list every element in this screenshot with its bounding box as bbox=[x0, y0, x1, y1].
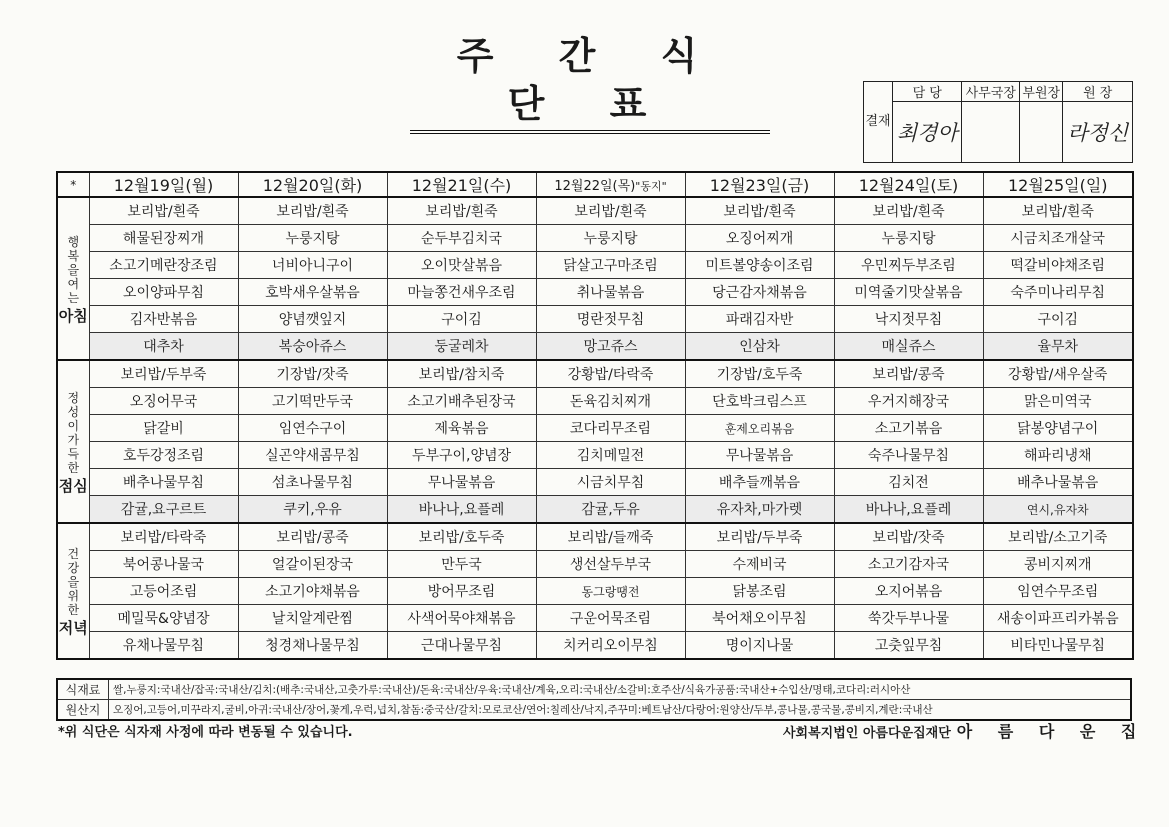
menu-cell: 보리밥/호두죽 bbox=[387, 523, 536, 551]
menu-row bbox=[57, 360, 1133, 388]
menu-cell: 수제비국 bbox=[685, 551, 834, 578]
menu-cell: 새송이파프리카볶음 bbox=[983, 605, 1133, 632]
meal-label-char: 가 bbox=[67, 432, 80, 447]
menu-cell: 당근감자채볶음 bbox=[685, 279, 834, 306]
menu-cell: 코다리무조림 bbox=[536, 415, 685, 442]
signature-secretary-general bbox=[962, 102, 1020, 163]
menu-cell: 닭봉양념구이 bbox=[983, 415, 1133, 442]
meal-label-main: 점심 bbox=[58, 476, 88, 495]
menu-cell: 순두부김치국 bbox=[387, 225, 536, 252]
role-secretary-general: 사무국장 bbox=[962, 82, 1020, 102]
meal-label bbox=[57, 360, 89, 523]
menu-cell: 임연수구이 bbox=[238, 415, 387, 442]
signature-staff: 최경아 bbox=[893, 102, 962, 163]
menu-row bbox=[57, 225, 1133, 252]
date-header: 12월20일(화) bbox=[238, 172, 387, 197]
meal-label-char: 위 bbox=[67, 589, 80, 603]
meal-label bbox=[57, 197, 89, 360]
menu-cell: 소고기야채볶음 bbox=[238, 578, 387, 605]
menu-cell: 고춧잎무침 bbox=[834, 632, 983, 660]
menu-cell: 사색어묵야채볶음 bbox=[387, 605, 536, 632]
menu-cell: 시금치무침 bbox=[536, 469, 685, 496]
menu-cell: 매실쥬스 bbox=[834, 333, 983, 361]
menu-cell: 기장밥/호두죽 bbox=[685, 360, 834, 388]
menu-cell: 보리밥/흰죽 bbox=[983, 197, 1133, 225]
menu-cell: 숙주나물무침 bbox=[834, 442, 983, 469]
menu-cell: 쿠키,우유 bbox=[238, 496, 387, 524]
menu-cell: 보리밥/소고기죽 bbox=[983, 523, 1133, 551]
menu-row bbox=[57, 415, 1133, 442]
menu-cell: 훈제오리볶음 bbox=[685, 415, 834, 442]
menu-cell: 낙지젓무침 bbox=[834, 306, 983, 333]
menu-cell: 바나나,요플레 bbox=[834, 496, 983, 524]
menu-cell: 동그랑땡전 bbox=[536, 578, 685, 605]
menu-cell: 배추나물볶음 bbox=[983, 469, 1133, 496]
menu-cell: 무나물볶음 bbox=[685, 442, 834, 469]
menu-cell: 단호박크림스프 bbox=[685, 388, 834, 415]
menu-cell: 오이맛살볶음 bbox=[387, 252, 536, 279]
holiday-note: "동지" bbox=[635, 180, 667, 193]
menu-row bbox=[57, 388, 1133, 415]
menu-cell: 감귤,요구르트 bbox=[89, 496, 238, 524]
menu-cell: 보리밥/흰죽 bbox=[387, 197, 536, 225]
page-title: 주 간 식 단 표 bbox=[410, 32, 770, 134]
meal-label-char: 한 bbox=[67, 460, 80, 475]
organization-prefix: 사회복지법인 아름다운집재단 bbox=[783, 726, 951, 741]
menu-cell: 유자차,마가렛 bbox=[685, 496, 834, 524]
menu-cell: 인삼차 bbox=[685, 333, 834, 361]
menu-cell: 취나물볶음 bbox=[536, 279, 685, 306]
menu-row bbox=[57, 442, 1133, 469]
menu-cell: 떡갈비야채조림 bbox=[983, 252, 1133, 279]
menu-cell: 소고기메란장조림 bbox=[89, 252, 238, 279]
menu-cell: 소고기감자국 bbox=[834, 551, 983, 578]
menu-cell: 너비아니구이 bbox=[238, 252, 387, 279]
menu-cell: 근대나물무침 bbox=[387, 632, 536, 660]
menu-cell: 보리밥/잣죽 bbox=[834, 523, 983, 551]
meal-label-char: 을 bbox=[67, 575, 80, 589]
menu-cell: 명이지나물 bbox=[685, 632, 834, 660]
date-header: 12월23일(금) bbox=[685, 172, 834, 197]
meal-label-main: 아침 bbox=[58, 306, 88, 325]
organization-title: 아 름 다 운 집 bbox=[956, 722, 1147, 741]
menu-cell: 파래김자반 bbox=[685, 306, 834, 333]
signature-director: 라정신 bbox=[1063, 102, 1133, 163]
menu-cell: 소고기볶음 bbox=[834, 415, 983, 442]
menu-cell: 닭갈비 bbox=[89, 415, 238, 442]
date-header: 12월24일(토) bbox=[834, 172, 983, 197]
menu-cell: 제육볶음 bbox=[387, 415, 536, 442]
menu-cell: 만두국 bbox=[387, 551, 536, 578]
approval-box bbox=[863, 81, 1133, 163]
menu-row bbox=[57, 496, 1133, 524]
meal-label-char: 복 bbox=[67, 248, 80, 263]
origin-label-2: 원산지 bbox=[57, 700, 109, 721]
menu-row bbox=[57, 632, 1133, 660]
menu-cell: 양념깻잎지 bbox=[238, 306, 387, 333]
menu-cell: 두부구이,양념장 bbox=[387, 442, 536, 469]
origin-line-2: 오징어,고등어,미꾸라지,굴비,아귀:국내산/장어,꽃게,우럭,넙치,참돔:중국산/갈치:모로코산/연어:칠레산/낙지,주꾸미:베트남산/다랑어:원양산/두부,콩나물,콩국물,콩비지,계란:국내산 bbox=[109, 700, 1132, 721]
meal-label-char: 성 bbox=[67, 404, 80, 419]
menu-row bbox=[57, 523, 1133, 551]
meal-label-char: 행 bbox=[67, 234, 80, 249]
menu-cell: 실곤약새콤무침 bbox=[238, 442, 387, 469]
meal-label-char: 득 bbox=[67, 446, 80, 461]
menu-cell: 닭봉조림 bbox=[685, 578, 834, 605]
meal-label bbox=[57, 523, 89, 659]
menu-cell: 오지어볶음 bbox=[834, 578, 983, 605]
date-header: 12월19일(월) bbox=[89, 172, 238, 197]
date-header: 12월21일(수) bbox=[387, 172, 536, 197]
menu-cell: 콩비지찌개 bbox=[983, 551, 1133, 578]
menu-cell: 보리밥/흰죽 bbox=[685, 197, 834, 225]
menu-row bbox=[57, 306, 1133, 333]
menu-cell: 보리밥/흰죽 bbox=[89, 197, 238, 225]
date-header: 12월25일(일) bbox=[983, 172, 1133, 197]
meal-label-main: 저녁 bbox=[58, 619, 88, 637]
date-header-row bbox=[57, 172, 1133, 197]
menu-cell: 임연수무조림 bbox=[983, 578, 1133, 605]
menu-row bbox=[57, 252, 1133, 279]
menu-cell: 호박새우살볶음 bbox=[238, 279, 387, 306]
menu-cell: 복숭아쥬스 bbox=[238, 333, 387, 361]
menu-cell: 보리밥/흰죽 bbox=[536, 197, 685, 225]
menu-cell: 소고기배추된장국 bbox=[387, 388, 536, 415]
menu-cell: 둥굴레차 bbox=[387, 333, 536, 361]
menu-cell: 김자반볶음 bbox=[89, 306, 238, 333]
menu-cell: 기장밥/잣죽 bbox=[238, 360, 387, 388]
organization-name bbox=[783, 719, 1146, 742]
menu-cell: 김치메밀전 bbox=[536, 442, 685, 469]
menu-cell: 구운어묵조림 bbox=[536, 605, 685, 632]
menu-cell: 고기떡만두국 bbox=[238, 388, 387, 415]
menu-cell: 망고쥬스 bbox=[536, 333, 685, 361]
menu-cell: 치커리오이무침 bbox=[536, 632, 685, 660]
meal-label-char: 여 bbox=[67, 276, 80, 291]
meal-label-char: 을 bbox=[67, 262, 80, 277]
menu-row bbox=[57, 469, 1133, 496]
role-vice-director: 부원장 bbox=[1020, 82, 1063, 102]
corner-star: * bbox=[57, 172, 89, 197]
menu-cell: 보리밥/두부죽 bbox=[89, 360, 238, 388]
menu-cell: 배추들깨볶음 bbox=[685, 469, 834, 496]
menu-cell: 북어콩나물국 bbox=[89, 551, 238, 578]
menu-cell: 명란젓무침 bbox=[536, 306, 685, 333]
menu-cell: 보리밥/참치죽 bbox=[387, 360, 536, 388]
meal-label-char: 한 bbox=[67, 603, 80, 617]
change-notice: *위 식단은 식자재 사정에 따라 변동될 수 있습니다. bbox=[58, 725, 353, 740]
menu-cell: 숙주미나리무침 bbox=[983, 279, 1133, 306]
meal-label-char: 정 bbox=[67, 390, 80, 405]
menu-cell: 바나나,요플레 bbox=[387, 496, 536, 524]
menu-cell: 맑은미역국 bbox=[983, 388, 1133, 415]
menu-cell: 미역줄기맛살볶음 bbox=[834, 279, 983, 306]
menu-cell: 방어무조림 bbox=[387, 578, 536, 605]
date-header: 12월22일(목)"동지" bbox=[536, 172, 685, 197]
menu-cell: 보리밥/들깨죽 bbox=[536, 523, 685, 551]
meal-label-char: 이 bbox=[67, 418, 80, 433]
menu-cell: 보리밥/콩죽 bbox=[238, 523, 387, 551]
menu-cell: 강황밥/새우살죽 bbox=[983, 360, 1133, 388]
menu-cell: 청경채나물무침 bbox=[238, 632, 387, 660]
menu-cell: 쑥갓두부나물 bbox=[834, 605, 983, 632]
menu-cell: 오이양파무침 bbox=[89, 279, 238, 306]
meal-label-char: 강 bbox=[67, 561, 80, 575]
menu-cell: 섬초나물무침 bbox=[238, 469, 387, 496]
menu-cell: 율무차 bbox=[983, 333, 1133, 361]
menu-cell: 구이김 bbox=[983, 306, 1133, 333]
menu-row bbox=[57, 197, 1133, 225]
menu-cell: 보리밥/타락죽 bbox=[89, 523, 238, 551]
origin-line-1: 쌀,누룽지:국내산/잡곡:국내산/김치:(배추:국내산,고춧가루:국내산)/돈육:국내산/우육:국내산/계육,오리:국내산/소갈비:호주산/식육가공품:국내산+수입산/명태,코다리:러시아산 bbox=[109, 679, 1132, 700]
menu-cell: 시금치조개살국 bbox=[983, 225, 1133, 252]
menu-row bbox=[57, 333, 1133, 361]
menu-cell: 고등어조림 bbox=[89, 578, 238, 605]
menu-cell: 배추나물무침 bbox=[89, 469, 238, 496]
role-director: 원 장 bbox=[1063, 82, 1133, 102]
menu-cell: 북어채오이무침 bbox=[685, 605, 834, 632]
origin-label-1: 식재료 bbox=[57, 679, 109, 700]
menu-cell: 미트볼양송이조림 bbox=[685, 252, 834, 279]
menu-cell: 호두강정조림 bbox=[89, 442, 238, 469]
menu-cell: 누룽지탕 bbox=[834, 225, 983, 252]
menu-cell: 돈육김치찌개 bbox=[536, 388, 685, 415]
menu-cell: 비타민나물무침 bbox=[983, 632, 1133, 660]
menu-cell: 강황밥/타락죽 bbox=[536, 360, 685, 388]
menu-cell: 마늘쫑건새우조림 bbox=[387, 279, 536, 306]
menu-cell: 닭살고구마조림 bbox=[536, 252, 685, 279]
menu-cell: 감귤,두유 bbox=[536, 496, 685, 524]
menu-cell: 구이김 bbox=[387, 306, 536, 333]
menu-cell: 오징어찌개 bbox=[685, 225, 834, 252]
menu-cell: 날치알계란찜 bbox=[238, 605, 387, 632]
meal-label-char: 건 bbox=[67, 547, 80, 561]
menu-cell: 해파리냉채 bbox=[983, 442, 1133, 469]
menu-cell: 대추차 bbox=[89, 333, 238, 361]
menu-cell: 메밀묵&양념장 bbox=[89, 605, 238, 632]
menu-cell: 누룽지탕 bbox=[536, 225, 685, 252]
menu-cell: 유채나물무침 bbox=[89, 632, 238, 660]
menu-cell: 보리밥/콩죽 bbox=[834, 360, 983, 388]
approval-label: 결재 bbox=[864, 82, 893, 163]
menu-row bbox=[57, 578, 1133, 605]
menu-cell: 오징어무국 bbox=[89, 388, 238, 415]
menu-cell: 보리밥/흰죽 bbox=[238, 197, 387, 225]
signature-vice-director bbox=[1020, 102, 1063, 163]
menu-row bbox=[57, 605, 1133, 632]
menu-cell: 생선살두부국 bbox=[536, 551, 685, 578]
menu-row bbox=[57, 279, 1133, 306]
menu-cell: 우거지해장국 bbox=[834, 388, 983, 415]
menu-row bbox=[57, 551, 1133, 578]
menu-cell: 얼갈이된장국 bbox=[238, 551, 387, 578]
meal-label-char: 는 bbox=[67, 290, 80, 305]
menu-cell: 김치전 bbox=[834, 469, 983, 496]
menu-cell: 보리밥/두부죽 bbox=[685, 523, 834, 551]
menu-cell: 우민찌두부조림 bbox=[834, 252, 983, 279]
menu-cell: 누룽지탕 bbox=[238, 225, 387, 252]
menu-cell: 무나물볶음 bbox=[387, 469, 536, 496]
role-staff: 담 당 bbox=[893, 82, 962, 102]
weekly-menu-table bbox=[56, 171, 1134, 660]
ingredient-origin-table bbox=[56, 678, 1132, 721]
menu-cell: 보리밥/흰죽 bbox=[834, 197, 983, 225]
menu-cell: 해물된장찌개 bbox=[89, 225, 238, 252]
menu-cell: 연시,유자차 bbox=[983, 496, 1133, 524]
